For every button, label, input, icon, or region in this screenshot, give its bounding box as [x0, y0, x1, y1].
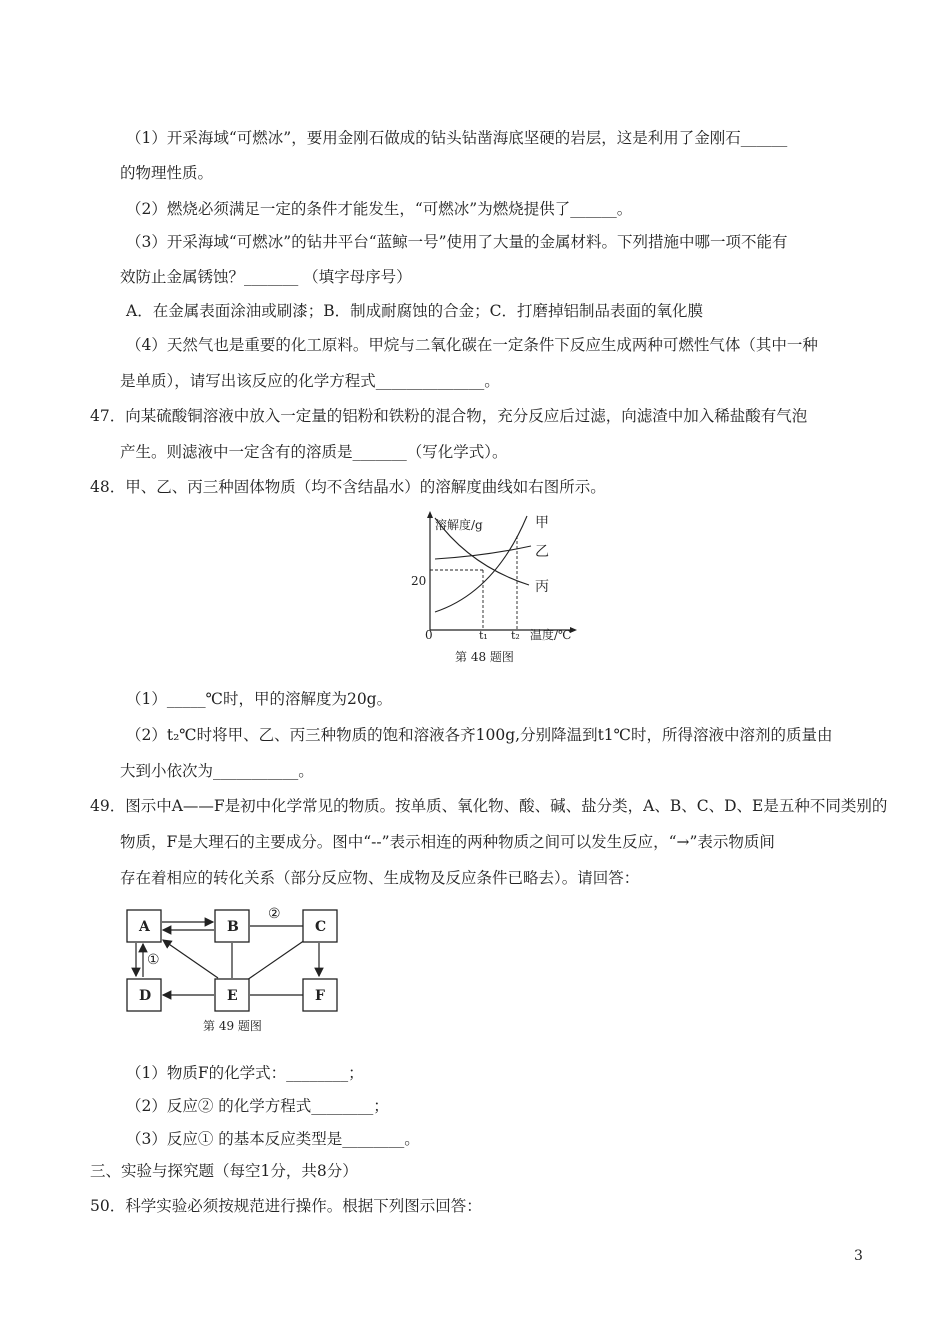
q47-line2: 产生。则滤液中一定含有的溶质是_______（写化学式）。	[120, 443, 508, 461]
x-axis-label: 温度/℃	[530, 628, 572, 642]
q46-part4-line2: 是单质），请写出该反应的化学方程式______________。	[120, 372, 500, 390]
q46-part3-line1: （3）开采海域“可燃冰”的钻井平台“蓝鲸一号”使用了大量的金属材料。下列措施中哪一项不能有	[126, 233, 788, 251]
series-label-bing: 丙	[535, 579, 549, 595]
q47-line1: 47．向某硫酸铜溶液中放入一定量的铝粉和铁粉的混合物，充分反应后过滤，向滤渣中加入稀盐酸有气泡	[90, 407, 808, 425]
figure-caption-48: 第 48 题图	[455, 650, 514, 664]
q48-part2-line2: 大到小依次为___________。	[120, 762, 314, 780]
x-tick-t1: t₁	[479, 629, 488, 642]
q50-stem: 50．科学实验必须按规范进行操作。根据下列图示回答：	[90, 1197, 482, 1215]
solubility-curve-figure	[395, 508, 595, 668]
q46-part3-line2: 效防止金属锈蚀？_______ （填字母序号）	[120, 268, 412, 286]
x-tick-t2: t₂	[511, 629, 520, 642]
link-c-e	[247, 940, 305, 980]
page-number: 3	[854, 1248, 863, 1264]
label-a: A	[139, 919, 150, 935]
q49-part2: （2）反应② 的化学方程式________；	[126, 1097, 389, 1115]
series-label-yi: 乙	[535, 544, 549, 560]
section-3-heading: 三、实验与探究题（每空1分，共8分）	[90, 1162, 358, 1180]
relation-diagram-figure	[118, 904, 353, 1039]
q49-line2: 物质，F是大理石的主要成分。图中“--”表示相连的两种物质之间可以发生反应，“→”表示物质间	[120, 833, 775, 851]
label-d: D	[139, 988, 152, 1004]
reaction-mark-1: ①	[147, 952, 160, 968]
q49-line3: 存在着相应的转化关系（部分反应物、生成物及反应条件已略去）。请回答：	[120, 869, 640, 887]
series-label-jia: 甲	[535, 515, 549, 531]
q46-options: A．在金属表面涂油或刷漆；B．制成耐腐蚀的合金；C．打磨掉铝制品表面的氧化膜	[126, 302, 703, 320]
q49-part3: （3）反应① 的基本反应类型是________。	[126, 1130, 420, 1148]
q46-part1-line2: 的物理性质。	[120, 164, 214, 182]
arrow-e-a	[163, 940, 218, 978]
figure-caption-49: 第 49 题图	[203, 1019, 262, 1033]
y-axis-arrow	[427, 511, 433, 518]
origin-label: 0	[425, 628, 433, 642]
q49-line1: 49．图示中A——F是初中化学常见的物质。按单质、氧化物、酸、碱、盐分类，A、B、C、D、E是五种不同类别的	[90, 797, 888, 815]
y-tick-20: 20	[411, 574, 427, 588]
q48-stem: 48．甲、乙、丙三种固体物质（均不含结晶水）的溶解度曲线如右图所示。	[90, 478, 606, 496]
q48-part1: （1）_____℃时，甲的溶解度为20g。	[126, 690, 393, 708]
q48-part2-line1: （2）t₂℃时将甲、乙、丙三种物质的饱和溶液各齐100g,分别降温到t1℃时，所得溶液中溶剂的质量由	[126, 726, 833, 744]
label-c: C	[315, 919, 327, 935]
label-b: B	[227, 919, 239, 935]
label-e: E	[227, 988, 238, 1004]
q46-part4-line1: （4）天然气也是重要的化工原料。甲烷与二氧化碳在一定条件下反应生成两种可燃性气体（其中一种	[126, 336, 818, 354]
q49-part1: （1）物质F的化学式：________；	[126, 1064, 364, 1082]
y-axis-label: 溶解度/g	[435, 518, 483, 532]
q46-part2: （2）燃烧必须满足一定的条件才能发生，“可燃冰”为燃烧提供了______。	[126, 200, 633, 218]
q46-part1-line1: （1）开采海域“可燃冰”，要用金刚石做成的钻头钻凿海底坚硬的岩层，这是利用了金刚石______	[126, 129, 788, 147]
label-f: F	[315, 988, 325, 1004]
reaction-mark-2: ②	[268, 906, 281, 922]
